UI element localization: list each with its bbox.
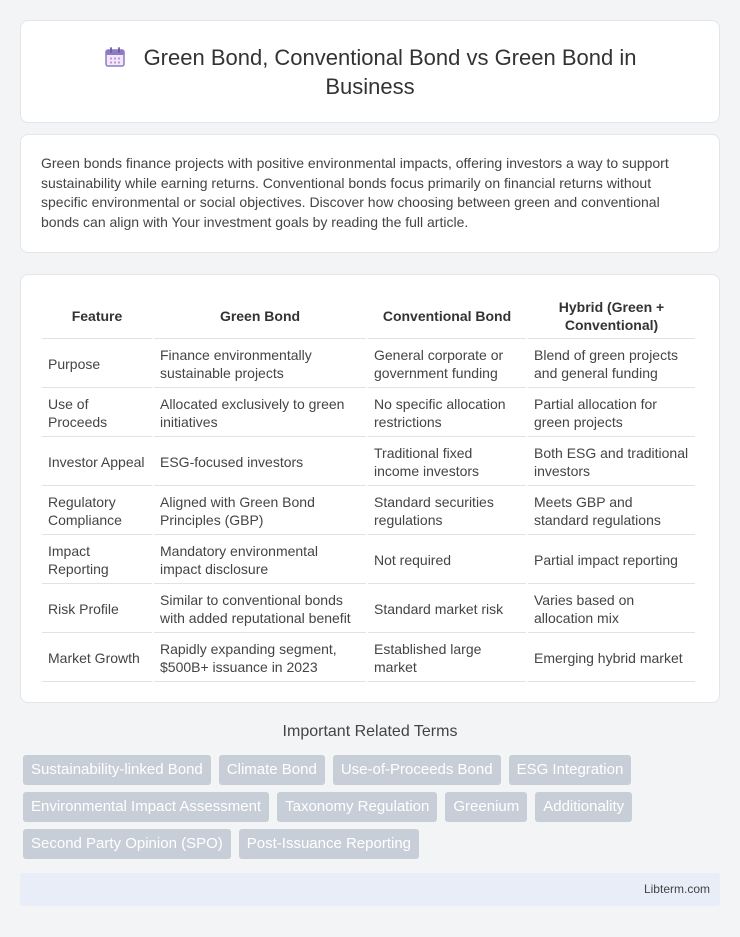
table-header-row xyxy=(42,294,695,339)
related-term-tag[interactable]: Use-of-Proceeds Bond xyxy=(333,755,501,785)
calendar-icon xyxy=(104,46,126,68)
table-cell: Traditional fixed income investors xyxy=(368,439,526,486)
table-cell: Mandatory environmental impact disclosure xyxy=(154,537,366,584)
related-term-tag[interactable]: Second Party Opinion (SPO) xyxy=(23,829,231,859)
related-term-tag[interactable]: Additionality xyxy=(535,792,632,822)
comparison-table xyxy=(40,292,697,684)
header-conventional-bond: Conventional Bond xyxy=(368,294,526,339)
header-feature: Feature xyxy=(42,294,152,339)
table-row xyxy=(42,586,695,633)
table-cell: Varies based on allocation mix xyxy=(528,586,695,633)
table-cell: General corporate or government funding xyxy=(368,341,526,388)
page-title-text: Green Bond, Conventional Bond vs Green Bond in Business xyxy=(143,44,637,99)
table-row xyxy=(42,341,695,388)
table-cell: Similar to conventional bonds with added reputational benefit xyxy=(154,586,366,633)
table-cell: Both ESG and traditional investors xyxy=(528,439,695,486)
table-cell: Allocated exclusively to green initiatives xyxy=(154,390,366,437)
header-hybrid: Hybrid (Green + Conventional) xyxy=(528,294,695,339)
page-title xyxy=(81,43,659,101)
related-term-tag[interactable]: ESG Integration xyxy=(509,755,632,785)
footer xyxy=(20,873,720,906)
table-cell: Not required xyxy=(368,537,526,584)
intro-card xyxy=(20,134,720,253)
comparison-table-card xyxy=(20,274,720,703)
related-term-tag[interactable]: Climate Bond xyxy=(219,755,325,785)
related-term-tag[interactable]: Sustainability-linked Bond xyxy=(23,755,211,785)
table-cell: Emerging hybrid market xyxy=(528,635,695,682)
table-cell: No specific allocation restrictions xyxy=(368,390,526,437)
table-row xyxy=(42,635,695,682)
table-row xyxy=(42,439,695,486)
related-term-tag[interactable]: Taxonomy Regulation xyxy=(277,792,437,822)
table-cell: ESG-focused investors xyxy=(154,439,366,486)
title-card xyxy=(20,20,720,123)
related-terms-list xyxy=(23,755,723,859)
related-term-tag[interactable]: Environmental Impact Assessment xyxy=(23,792,269,822)
related-terms-title: Important Related Terms xyxy=(282,723,458,740)
table-cell: Finance environmentally sustainable projects xyxy=(154,341,366,388)
table-cell: Impact Reporting xyxy=(42,537,152,584)
header-green-bond: Green Bond xyxy=(154,294,366,339)
table-row xyxy=(42,537,695,584)
table-row xyxy=(42,390,695,437)
table-cell: Standard securities regulations xyxy=(368,488,526,535)
table-cell: Use of Proceeds xyxy=(42,390,152,437)
table-cell: Meets GBP and standard regulations xyxy=(528,488,695,535)
table-cell: Rapidly expanding segment, $500B+ issuance in 2023 xyxy=(154,635,366,682)
table-cell: Aligned with Green Bond Principles (GBP) xyxy=(154,488,366,535)
table-row xyxy=(42,488,695,535)
table-cell: Risk Profile xyxy=(42,586,152,633)
table-cell: Investor Appeal xyxy=(42,439,152,486)
table-cell: Market Growth xyxy=(42,635,152,682)
related-term-tag[interactable]: Greenium xyxy=(445,792,527,822)
footer-brand-link[interactable]: Libterm.com xyxy=(643,882,710,896)
table-cell: Partial impact reporting xyxy=(528,537,695,584)
table-cell: Regulatory Compliance xyxy=(42,488,152,535)
intro-text: Green bonds finance projects with positive environmental impacts, offering investors a way to support sustainability while earning returns. Conventional bonds focus primarily on financial returns without specific environmental or social objectives. Discover how choosing between green and conventional bonds can align with Your investment goals by reading the full article. xyxy=(41,155,669,230)
table-cell: Established large market xyxy=(368,635,526,682)
related-term-tag[interactable]: Post-Issuance Reporting xyxy=(239,829,419,859)
table-cell: Standard market risk xyxy=(368,586,526,633)
table-cell: Blend of green projects and general funding xyxy=(528,341,695,388)
table-cell: Purpose xyxy=(42,341,152,388)
table-cell: Partial allocation for green projects xyxy=(528,390,695,437)
